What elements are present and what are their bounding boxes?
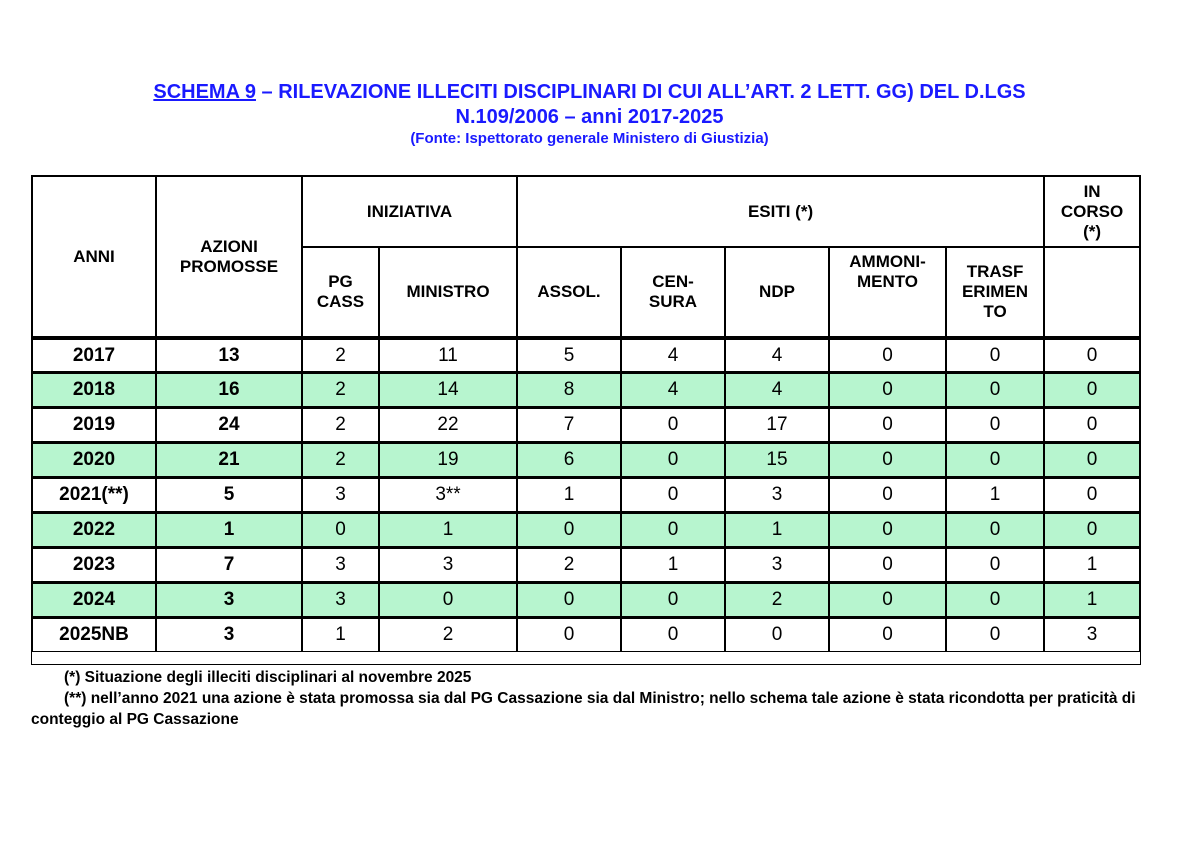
cell-ammonimento: 0 (829, 337, 946, 372)
cell-anno: 2023 (32, 547, 156, 582)
table-body (32, 337, 1140, 652)
cell-assol: 1 (517, 477, 621, 512)
footnote-1: (*) Situazione degli illeciti disciplinari al novembre 2025 (64, 669, 472, 686)
cell-ammonimento: 0 (829, 512, 946, 547)
header-censura-line2: SURA (648, 292, 698, 311)
cell-in-corso: 0 (1044, 337, 1140, 372)
table-row (32, 512, 1140, 547)
cell-assol: 7 (517, 407, 621, 442)
header-ammoni-line1: AMMONI- (849, 252, 926, 271)
cell-trasferimento: 0 (946, 372, 1044, 407)
cell-assol: 2 (517, 547, 621, 582)
cell-ammonimento: 0 (829, 547, 946, 582)
cell-azioni: 3 (156, 582, 302, 617)
cell-anno: 2020 (32, 442, 156, 477)
cell-anno: 2019 (32, 407, 156, 442)
header-assol: ASSOL. (517, 247, 621, 337)
cell-ndp: 3 (725, 547, 829, 582)
cell-ndp: 4 (725, 372, 829, 407)
table-row (32, 442, 1140, 477)
cell-censura: 4 (621, 372, 725, 407)
cell-ndp: 15 (725, 442, 829, 477)
cell-trasferimento: 0 (946, 547, 1044, 582)
cell-in-corso: 1 (1044, 547, 1140, 582)
cell-in-corso: 0 (1044, 512, 1140, 547)
header-pg-cass (302, 247, 379, 337)
cell-ammonimento: 0 (829, 617, 946, 652)
footnote-2-text: (**) nell’anno 2021 una azione è stata promossa sia dal PG Cassazione sia dal Ministro; nello schema tale azione è stata ricondotta per praticità di conteggio al PG Cassazione (31, 690, 1136, 728)
footnotes (31, 667, 1141, 730)
cell-anno: 2022 (32, 512, 156, 547)
cell-anno: 2024 (32, 582, 156, 617)
cell-in-corso: 0 (1044, 372, 1140, 407)
cell-in-corso: 0 (1044, 442, 1140, 477)
cell-in-corso: 3 (1044, 617, 1140, 652)
cell-assol: 5 (517, 337, 621, 372)
cell-pg: 2 (302, 442, 379, 477)
header-iniziativa: INIZIATIVA (302, 176, 517, 247)
cell-azioni: 13 (156, 337, 302, 372)
cell-pg: 3 (302, 582, 379, 617)
cell-assol: 0 (517, 582, 621, 617)
disciplinary-table (32, 176, 1140, 652)
cell-azioni: 24 (156, 407, 302, 442)
header-in-corso-line2: CORSO (1060, 201, 1124, 221)
cell-censura: 0 (621, 582, 725, 617)
cell-in-corso: 1 (1044, 582, 1140, 617)
header-in-corso-line1: IN (1083, 181, 1101, 201)
cell-trasferimento: 0 (946, 337, 1044, 372)
cell-anno: 2018 (32, 372, 156, 407)
cell-censura: 0 (621, 442, 725, 477)
schema-label: SCHEMA 9 (153, 81, 256, 103)
cell-azioni: 5 (156, 477, 302, 512)
header-esiti: ESITI (*) (517, 176, 1044, 247)
cell-trasferimento: 0 (946, 442, 1044, 477)
title-line-1 (0, 80, 1179, 105)
cell-ammonimento: 0 (829, 582, 946, 617)
header-in-corso-blank (1044, 247, 1140, 337)
footnote-2 (31, 688, 1141, 730)
cell-pg: 2 (302, 372, 379, 407)
cell-ministro: 19 (379, 442, 517, 477)
cell-trasferimento: 0 (946, 407, 1044, 442)
title-block (0, 80, 1179, 149)
cell-censura: 4 (621, 337, 725, 372)
cell-pg: 3 (302, 547, 379, 582)
header-pg-line2: CASS (316, 292, 365, 311)
cell-trasferimento: 0 (946, 582, 1044, 617)
cell-trasferimento: 1 (946, 477, 1044, 512)
cell-censura: 1 (621, 547, 725, 582)
cell-pg: 1 (302, 617, 379, 652)
cell-assol: 0 (517, 617, 621, 652)
title-line-1-text: – RILEVAZIONE ILLECITI DISCIPLINARI DI CUI ALL’ART. 2 LETT. GG) DEL D.LGS (255, 81, 1026, 103)
header-azioni-promosse (156, 176, 302, 337)
cell-ministro: 3** (379, 477, 517, 512)
cell-ministro: 1 (379, 512, 517, 547)
cell-ministro: 14 (379, 372, 517, 407)
cell-anno: 2021(**) (32, 477, 156, 512)
table-row (32, 477, 1140, 512)
header-ammonimento (829, 247, 946, 337)
cell-anno: 2025NB (32, 617, 156, 652)
cell-azioni: 3 (156, 617, 302, 652)
header-trasf-line2: ERIMEN (961, 282, 1029, 301)
header-azioni-line1: AZIONI (200, 236, 258, 256)
cell-censura: 0 (621, 512, 725, 547)
cell-ammonimento: 0 (829, 372, 946, 407)
header-censura (621, 247, 725, 337)
table-row (32, 617, 1140, 652)
cell-censura: 0 (621, 617, 725, 652)
cell-ammonimento: 0 (829, 477, 946, 512)
table-row (32, 337, 1140, 372)
cell-ndp: 0 (725, 617, 829, 652)
cell-azioni: 16 (156, 372, 302, 407)
cell-pg: 0 (302, 512, 379, 547)
cell-ministro: 3 (379, 547, 517, 582)
cell-anno: 2017 (32, 337, 156, 372)
cell-assol: 0 (517, 512, 621, 547)
cell-ministro: 22 (379, 407, 517, 442)
cell-in-corso: 0 (1044, 407, 1140, 442)
header-in-corso (1044, 176, 1140, 247)
table-row (32, 407, 1140, 442)
cell-trasferimento: 0 (946, 512, 1044, 547)
header-ammoni-line2: MENTO (856, 272, 919, 291)
cell-ministro: 11 (379, 337, 517, 372)
title-line-2: N.109/2006 – anni 2017-2025 (455, 106, 724, 128)
header-ministro: MINISTRO (379, 247, 517, 337)
header-azioni-line2: PROMOSSE (179, 256, 279, 276)
disciplinary-table-frame (31, 175, 1141, 665)
cell-azioni: 1 (156, 512, 302, 547)
cell-censura: 0 (621, 477, 725, 512)
cell-ndp: 17 (725, 407, 829, 442)
cell-ammonimento: 0 (829, 442, 946, 477)
header-anni: ANNI (32, 176, 156, 337)
cell-ministro: 0 (379, 582, 517, 617)
title-source: (Fonte: Ispettorato generale Ministero di Giustizia) (410, 130, 769, 147)
cell-pg: 3 (302, 477, 379, 512)
cell-assol: 8 (517, 372, 621, 407)
header-trasferimento (946, 247, 1044, 337)
cell-ndp: 1 (725, 512, 829, 547)
header-in-corso-line3: (*) (1083, 221, 1102, 241)
cell-ammonimento: 0 (829, 407, 946, 442)
cell-pg: 2 (302, 337, 379, 372)
cell-censura: 0 (621, 407, 725, 442)
header-trasf-line3: TO (983, 302, 1007, 321)
cell-pg: 2 (302, 407, 379, 442)
cell-in-corso: 0 (1044, 477, 1140, 512)
cell-azioni: 21 (156, 442, 302, 477)
table-row (32, 547, 1140, 582)
table-row (32, 372, 1140, 407)
cell-azioni: 7 (156, 547, 302, 582)
table-row (32, 582, 1140, 617)
cell-ministro: 2 (379, 617, 517, 652)
header-ndp: NDP (725, 247, 829, 337)
cell-ndp: 3 (725, 477, 829, 512)
header-censura-line1: CEN- (652, 272, 694, 291)
cell-ndp: 2 (725, 582, 829, 617)
cell-trasferimento: 0 (946, 617, 1044, 652)
cell-assol: 6 (517, 442, 621, 477)
header-pg-line1: PG (328, 272, 353, 291)
header-trasf-line1: TRASF (966, 262, 1024, 281)
cell-ndp: 4 (725, 337, 829, 372)
